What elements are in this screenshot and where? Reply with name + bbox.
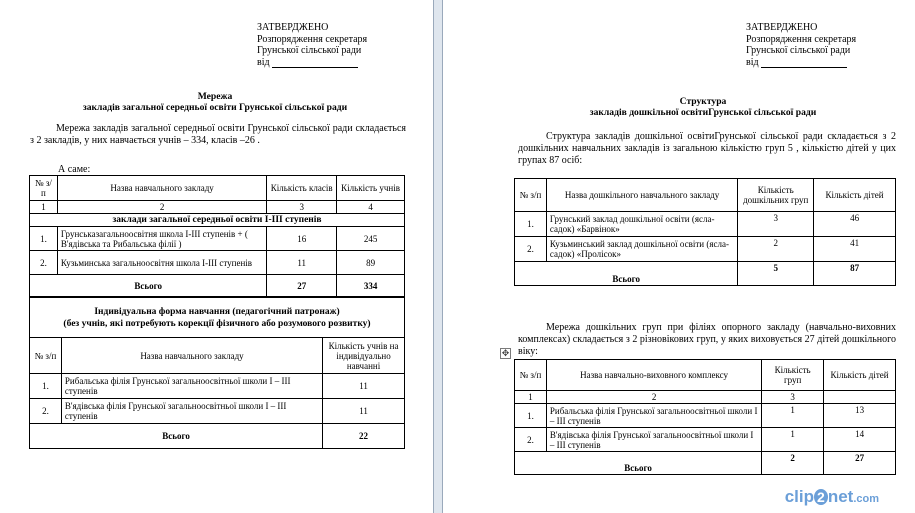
col-number: 1 [30,201,58,214]
pupils-count: 245 [337,227,405,251]
total-children: 87 [814,262,896,286]
children-count: 14 [824,428,896,452]
col-number: 3 [267,201,337,214]
school-name: Грунськазагальноосвітня школа І-ІІІ ступенів + ( В'ядівська та Рибальська філії ) [57,227,266,251]
col-header-pupils: Кількість учнів [337,176,405,201]
table-row [515,404,896,428]
approval-line: Розпорядження секретаря [746,33,857,45]
children-count: 13 [824,404,896,428]
total-label: Всього [30,275,267,297]
complex-name: В'ядівська філія Грунської загальноосвітньої школи І – ІІІ ступенів [546,428,761,452]
classes-count: 16 [267,227,337,251]
approval-line: Грунської сільської ради [746,45,851,56]
table-row [30,399,405,424]
col-header-no: № з/п [30,176,58,201]
approval-line: Грунської сільської ради [257,45,362,56]
row-number: 2. [30,399,62,424]
branch-name: В'ядівська філія Грунської загальноосвітньої школи І – ІІІ ступенів [61,399,322,424]
col-number: 2 [57,201,266,214]
page-divider [433,0,443,513]
intro-paragraph: Мережа закладів загальної середньої освіти Грунської сільської ради складається з 2 закладів, у них навчається учнів – 334, класів –26 . [30,123,406,146]
approval-heading: ЗАТВЕРДЖЕНО [746,22,818,33]
individual-education-table [29,297,405,449]
col-header-groups: Кількість груп [762,360,824,391]
total-pupils: 22 [323,424,405,449]
col-header-name: Назва навчального закладу [61,338,322,374]
approval-block [746,22,856,68]
table-move-icon[interactable]: ✥ [501,348,510,358]
col-header-classes: Кількість класів [267,176,337,201]
section-header: заклади загальної середньої освіти І-ІІІ ступенів [30,214,405,227]
col-header-no: № з/п [515,360,547,391]
col-header-children: Кількість дітей [814,179,896,212]
col-header-no: № з/п [30,338,62,374]
row-number: 2. [515,237,547,262]
table-row [515,237,896,262]
approval-block [257,22,367,68]
school-name: Кузьминська загальноосвітня школа І-ІІІ ступенів [57,251,266,275]
schools-table [29,175,405,297]
document-title: Мережа закладів загальної середньої освіти Грунської сільської ради [82,91,348,113]
left-page [0,0,433,513]
groups-count: 3 [738,212,814,237]
total-label: Всього [515,452,762,475]
col-header-name: Назва дошкільного навчального закладу [546,179,737,212]
table-row [30,374,405,399]
col-number-empty [824,391,896,404]
classes-count: 11 [267,251,337,275]
approval-line: Розпорядження секретаря [257,33,368,45]
approval-date-line: від [746,57,856,69]
groups-paragraph: Мережа дошкільних груп при філіях опорного закладу (навчально-виховних комплексах) складається з 2 різновікових груп, у яких виховується 27 дітей дошкільного віку: [518,322,896,357]
individual-table-heading: Індивідуальна форма навчання (педагогічний патронаж) (без учнів, які потребують корекції фізичного або розумового розвитку) [30,298,405,338]
col-header-name: Назва навчального закладу [57,176,266,201]
preschool-name: Грунський заклад дошкільної освіти (ясла-садок) «Барвінок» [546,212,737,237]
col-number: 4 [337,201,405,214]
right-page [443,0,915,513]
table-row [30,251,405,275]
children-count: 46 [814,212,896,237]
table-row [515,428,896,452]
col-header-pupils: Кількість учнів на індивідуально навчанні [323,338,405,374]
watermark-logo: clip 2 net.com [784,487,879,506]
col-number: 3 [762,391,824,404]
complexes-table [514,359,896,475]
row-number: 2. [515,428,547,452]
total-children: 27 [824,452,896,475]
total-row [30,275,405,297]
groups-count: 1 [762,404,824,428]
row-number: 1. [30,374,62,399]
col-number: 1 [515,391,547,404]
intro-paragraph: Структура закладів дошкільної освітиГрунської сільської ради складається з 2 дошкільних навчальних закладів із загальною кількістю груп 5 , кількістю дітей у цих групах 87 осіб: [518,131,896,166]
children-count: 41 [814,237,896,262]
total-label: Всього [515,262,738,286]
preschool-name: Кузьминський заклад дошкільної освіти (ясла-садок) «Пролісок» [546,237,737,262]
document-title: Структура закладів дошкільної освітиГрунської сільської ради [589,96,817,118]
row-number: 1. [30,227,58,251]
col-number: 2 [546,391,761,404]
table-row [515,212,896,237]
pupils-count: 89 [337,251,405,275]
total-pupils: 334 [337,275,405,297]
complex-name: Рибальська філія Грунської загальноосвітньої школи І – ІІІ ступенів [546,404,761,428]
total-row [515,262,896,286]
asame-label: А саме: [58,164,91,175]
approval-heading: ЗАТВЕРДЖЕНО [257,22,329,33]
row-number: 2. [30,251,58,275]
row-number: 1. [515,404,547,428]
row-number: 1. [515,212,547,237]
table-row [30,227,405,251]
groups-count: 1 [762,428,824,452]
pupils-count: 11 [323,399,405,424]
preschool-table [514,178,896,286]
groups-count: 2 [738,237,814,262]
approval-date-line: від [257,57,367,69]
total-groups: 5 [738,262,814,286]
pupils-count: 11 [323,374,405,399]
total-row [30,424,405,449]
col-header-no: № з/п [515,179,547,212]
total-classes: 27 [267,275,337,297]
total-label: Всього [30,424,323,449]
total-groups: 2 [762,452,824,475]
col-header-name: Назва навчально-виховного комплексу [546,360,761,391]
col-header-children: Кількість дітей [824,360,896,391]
col-header-groups: Кількість дошкільних груп [738,179,814,212]
total-row [515,452,896,475]
branch-name: Рибальська філія Грунської загальноосвітньої школи І – ІІІ ступенів [61,374,322,399]
